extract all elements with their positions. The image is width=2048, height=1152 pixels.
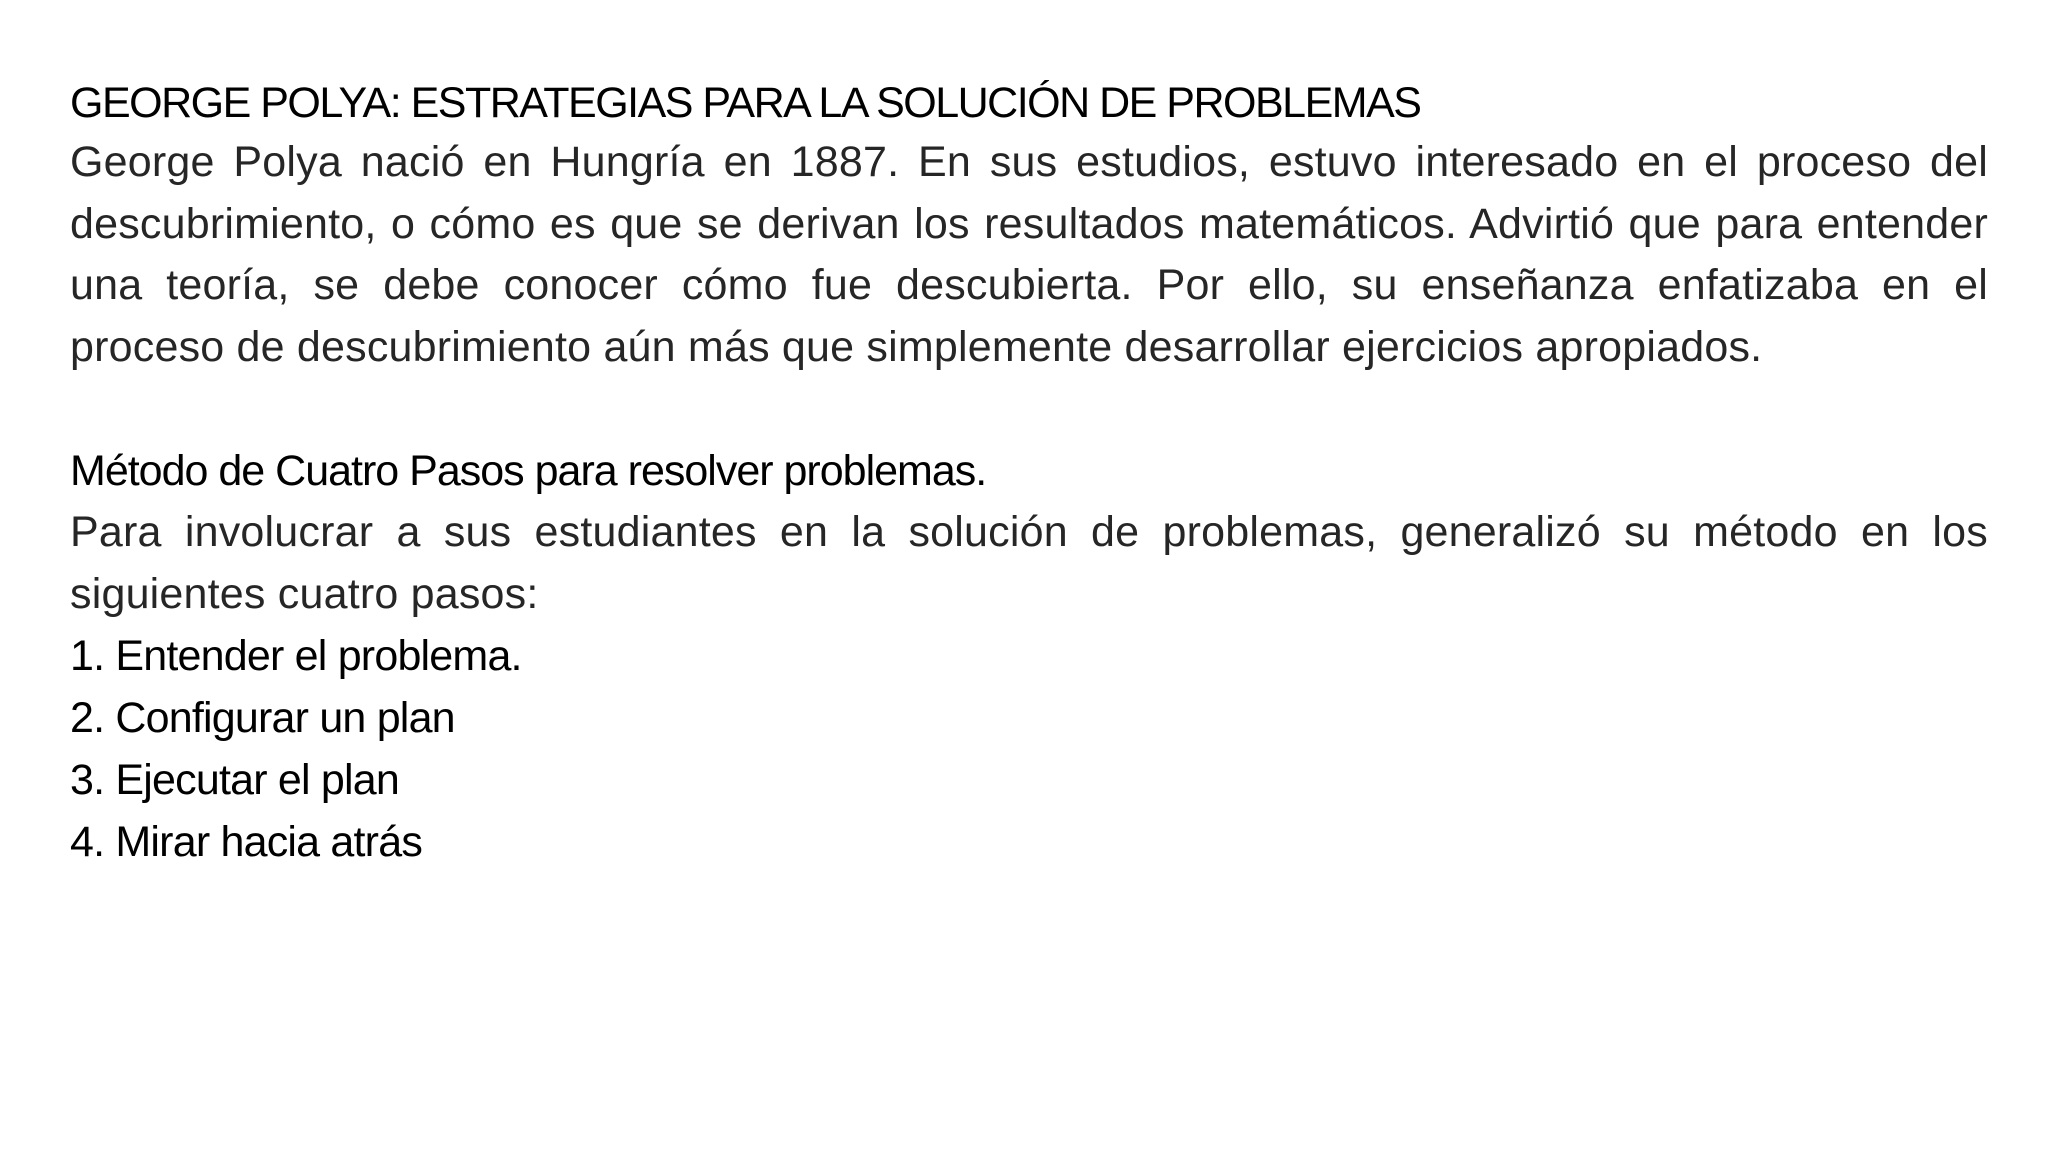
- method-intro-paragraph: Para involucrar a sus estudiantes en la solución de problemas, generalizó su método en los siguientes cuatro pasos:: [70, 508, 1988, 618]
- step-item: 1. Entender el problema.: [70, 632, 522, 680]
- page-title: GEORGE POLYA: ESTRATEGIAS PARA LA SOLUCIÓN DE PROBLEMAS: [70, 79, 1421, 127]
- step-item: 3. Ejecutar el plan: [70, 756, 400, 804]
- method-heading: Método de Cuatro Pasos para resolver problemas.: [70, 447, 987, 495]
- intro-paragraph: George Polya nació en Hungría en 1887. En sus estudios, estuvo interesado en el proceso del descubrimiento, o cómo es que se derivan los resultados matemáticos. Advirtió que para entender una teoría, se debe conocer cómo fue descubierta. Por ello, su enseñanza enfatizaba en el proceso de descubrimiento aún más que simplemente desarrollar ejercicios apropiados.: [70, 138, 1988, 371]
- spacer: [70, 378, 1988, 440]
- step-item: 2. Configurar un plan: [70, 694, 455, 742]
- slide-content: [70, 74, 1988, 873]
- steps-list: [70, 625, 1988, 873]
- step-item: 4. Mirar hacia atrás: [70, 818, 423, 866]
